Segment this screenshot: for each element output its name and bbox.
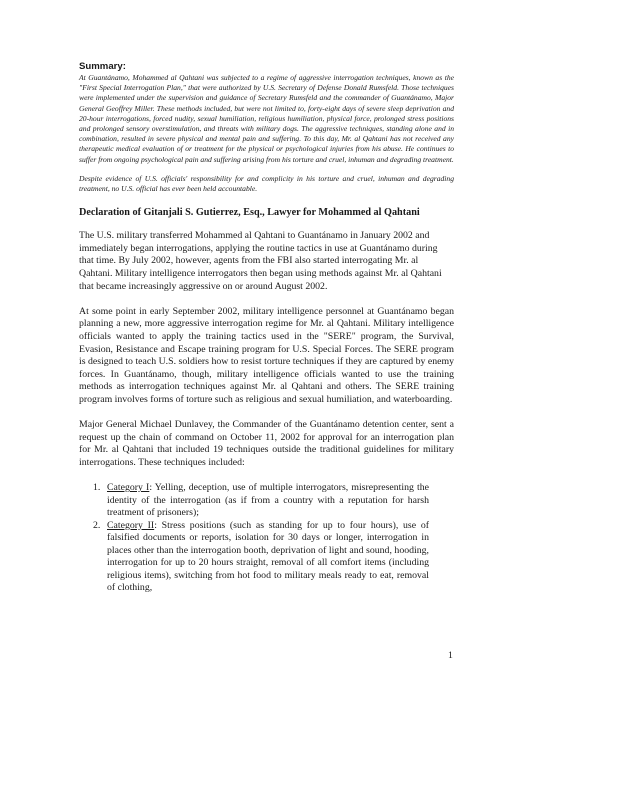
list-item-number: 1.: [93, 482, 101, 494]
summary-paragraph-1: At Guantánamo, Mohammed al Qahtani was subjected to a regime of aggressive interrogation techniques, known as the "First Special Interrogation Plan," that were authorized by U.S. Secretary of Defense Donald Rumsfeld. Those techniques were implemented under the supervision and guidance of Secretary Rumsfeld and the commander of Guantánamo, Major General Geoffrey Miller. These methods included, but were not limited to, forty-eight days of severe sleep deprivation and 20-hour interrogations, forced nudity, sexual humiliation, religious humiliation, physical force, prolonged stress positions and prolonged sensory overstimulation, and threats with military dogs. The aggressive techniques, standing alone and in combination, resulted in severe physical and mental pain and suffering. To this day, Mr. al Qahtani has not received any therapeutic medical evaluation of or treatment for the physical or psychological injuries from his abuse. He continues to suffer from ongoing psychological pain and suffering arising from his torture and cruel, inhuman and degrading treatment.: [79, 73, 454, 164]
category-text: : Yelling, deception, use of multiple interrogators, misrepresenting the identity of the interrogation (as if from a country with a reputation for harsh treatment of prisoners);: [107, 482, 430, 519]
category-name: Category II: [107, 519, 155, 531]
summary-paragraph-2: Despite evidence of U.S. officials' responsibility for and complicity in his torture and cruel, inhuman and degrading treatment, no U.S. official has ever been held accountable.: [79, 173, 454, 194]
page-content: [79, 61, 454, 595]
list-item-number: 2.: [93, 519, 101, 531]
category-name: Category I: [107, 482, 150, 494]
body-paragraph-1: The U.S. military transferred Mohammed al Qahtani to Guantánamo in January 2002 and immediately began interrogations, applying the routine tactics in use at Guantánamo during that time. By July 2002, however, agents from the FBI also started interrogating Mr. al Qahtani. Military intelligence interrogators then began using methods against Mr. al Qahtani that became increasingly aggressive on or around August 2002.: [79, 230, 442, 292]
techniques-list: [79, 482, 429, 595]
declaration-heading: Declaration of Gitanjali S. Gutierrez, Esq., Lawyer for Mohammed al Qahtani: [79, 207, 420, 219]
body-paragraph-3: Major General Michael Dunlavey, the Commander of the Guantánamo detention center, sent a request up the chain of command on October 11, 2002 for approval for an interrogation plan for Mr. al Qahtani that included 19 techniques outside the traditional guidelines for military interrogations. These techniques included:: [79, 419, 454, 468]
category-text: : Stress positions (such as standing for up to four hours), use of falsified documents or reports, isolation for 30 days or longer, interrogation in places other than the interrogation booth, deprivation of light and sound, hooding, interrogation for up to 20 hours straight, removal of all comfort items (including religious items), switching from hot food to military meals ready to eat, removal of clothing,: [107, 519, 429, 594]
body-paragraph-2: At some point in early September 2002, military intelligence personnel at Guantánamo began planning a new, more aggressive interrogation regime for Mr. al Qahtani. Military intelligence officials wanted to apply the training tactics used in the "SERE" program, the Survival, Evasion, Resistance and Escape training program for U.S. Special Forces. The SERE program is designed to teach U.S. soldiers how to resist torture techniques if they are captured by enemy forces. In Guantánamo, though, military intelligence officials wanted to use the training methods as interrogation techniques against Mr. al Qahtani and others. The SERE training program involves forms of torture such as religious and sexual humiliation, and waterboarding.: [79, 305, 454, 405]
list-item: [93, 519, 429, 595]
summary-title: Summary:: [79, 61, 126, 72]
page-number: 1: [448, 650, 453, 661]
list-item: [93, 482, 430, 520]
